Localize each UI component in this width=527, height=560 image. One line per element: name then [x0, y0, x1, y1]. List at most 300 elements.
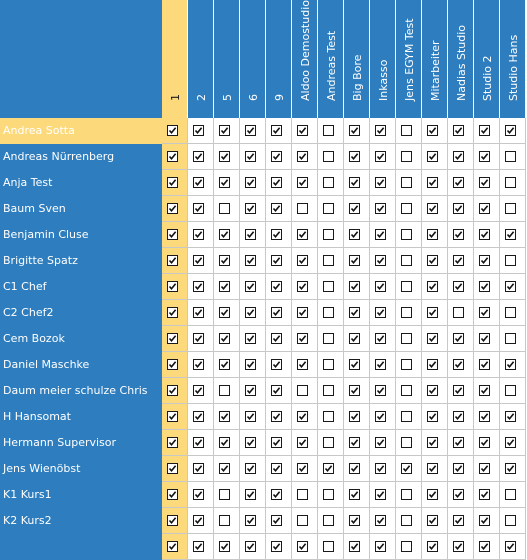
checkbox-checked[interactable]	[375, 177, 386, 188]
checkbox-unchecked[interactable]	[505, 515, 516, 526]
checkbox-checked[interactable]	[323, 463, 334, 474]
check-mark-icon	[220, 178, 229, 187]
checkbox-checked[interactable]	[427, 489, 438, 500]
checkbox-checked[interactable]	[375, 229, 386, 240]
checkbox-checked[interactable]	[349, 463, 360, 474]
checkbox-unchecked[interactable]	[401, 229, 412, 240]
checkbox-checked[interactable]	[453, 255, 464, 266]
checkbox-checked[interactable]	[427, 255, 438, 266]
checkbox-unchecked[interactable]	[297, 203, 308, 214]
checkbox-unchecked[interactable]	[323, 177, 334, 188]
checkbox-unchecked[interactable]	[401, 307, 412, 318]
checkbox-checked[interactable]	[271, 255, 282, 266]
grid-cell	[162, 482, 188, 508]
grid-cell	[344, 378, 370, 404]
checkbox-checked[interactable]	[349, 203, 360, 214]
checkbox-unchecked[interactable]	[401, 203, 412, 214]
checkbox-unchecked[interactable]	[323, 281, 334, 292]
check-mark-icon	[376, 152, 385, 161]
checkbox-checked[interactable]	[375, 203, 386, 214]
row-label[interactable]: Andreas Nürrenberg	[0, 144, 162, 170]
checkbox-checked[interactable]	[453, 229, 464, 240]
checkbox-checked[interactable]	[219, 125, 230, 136]
checkbox-checked[interactable]	[271, 307, 282, 318]
checkbox-unchecked[interactable]	[323, 437, 334, 448]
checkbox-checked[interactable]	[349, 281, 360, 292]
grid-cell	[474, 222, 500, 248]
checkbox-checked[interactable]	[167, 489, 178, 500]
checkbox-checked[interactable]	[349, 411, 360, 422]
checkbox-unchecked[interactable]	[297, 515, 308, 526]
column-header[interactable]	[188, 0, 214, 118]
column-header[interactable]	[370, 0, 396, 118]
checkbox-checked[interactable]	[479, 307, 490, 318]
checkbox-checked[interactable]	[245, 125, 256, 136]
checkbox-checked[interactable]	[453, 463, 464, 474]
checkbox-checked[interactable]	[479, 177, 490, 188]
checkbox-checked[interactable]	[297, 333, 308, 344]
checkbox-checked[interactable]	[245, 515, 256, 526]
column-header[interactable]	[344, 0, 370, 118]
check-mark-icon	[428, 282, 437, 291]
checkbox-checked[interactable]	[375, 151, 386, 162]
checkbox-unchecked[interactable]	[401, 489, 412, 500]
grid-cell	[370, 430, 396, 456]
checkbox-checked[interactable]	[245, 203, 256, 214]
column-header[interactable]	[448, 0, 474, 118]
checkbox-checked[interactable]	[271, 177, 282, 188]
checkbox-checked[interactable]	[453, 489, 464, 500]
checkbox-checked[interactable]	[375, 255, 386, 266]
checkbox-checked[interactable]	[479, 229, 490, 240]
checkbox-checked[interactable]	[375, 515, 386, 526]
checkbox-checked[interactable]	[271, 411, 282, 422]
checkbox-checked[interactable]	[427, 333, 438, 344]
check-mark-icon	[272, 282, 281, 291]
checkbox-checked[interactable]	[349, 359, 360, 370]
checkbox-checked[interactable]	[297, 177, 308, 188]
checkbox-checked[interactable]	[297, 437, 308, 448]
check-mark-icon	[350, 178, 359, 187]
check-mark-icon	[376, 126, 385, 135]
column-header[interactable]	[240, 0, 266, 118]
checkbox-checked[interactable]	[505, 229, 516, 240]
grid-cell	[344, 118, 370, 144]
checkbox-checked[interactable]	[505, 437, 516, 448]
checkbox-checked[interactable]	[167, 125, 178, 136]
checkbox-unchecked[interactable]	[297, 385, 308, 396]
row-label[interactable]: Daum meier schulze Chris	[0, 378, 162, 404]
grid-cell	[344, 456, 370, 482]
column-header[interactable]	[266, 0, 292, 118]
checkbox-checked[interactable]	[193, 255, 204, 266]
checkbox-checked[interactable]	[193, 411, 204, 422]
column-header[interactable]	[422, 0, 448, 118]
checkbox-unchecked[interactable]	[323, 151, 334, 162]
checkbox-checked[interactable]	[453, 437, 464, 448]
checkbox-checked[interactable]	[297, 281, 308, 292]
checkbox-checked[interactable]	[193, 151, 204, 162]
grid-cell	[344, 430, 370, 456]
check-mark-icon	[298, 230, 307, 239]
checkbox-unchecked[interactable]	[323, 229, 334, 240]
checkbox-unchecked[interactable]	[401, 255, 412, 266]
checkbox-unchecked[interactable]	[401, 177, 412, 188]
checkbox-unchecked[interactable]	[323, 515, 334, 526]
row-label[interactable]: Baum Sven	[0, 196, 162, 222]
column-header[interactable]	[214, 0, 240, 118]
checkbox-checked[interactable]	[375, 333, 386, 344]
checkbox-checked[interactable]	[271, 489, 282, 500]
checkbox-checked[interactable]	[427, 463, 438, 474]
check-mark-icon	[376, 334, 385, 343]
column-header[interactable]	[318, 0, 344, 118]
grid-cell	[448, 170, 474, 196]
row-label[interactable]	[0, 534, 162, 560]
checkbox-checked[interactable]	[271, 463, 282, 474]
checkbox-unchecked[interactable]	[323, 359, 334, 370]
checkbox-checked[interactable]	[453, 281, 464, 292]
checkbox-unchecked[interactable]	[323, 333, 334, 344]
checkbox-checked[interactable]	[167, 307, 178, 318]
checkbox-unchecked[interactable]	[323, 385, 334, 396]
checkbox-checked[interactable]	[479, 411, 490, 422]
checkbox-checked[interactable]	[245, 281, 256, 292]
checkbox-checked[interactable]	[427, 281, 438, 292]
checkbox-unchecked[interactable]	[219, 203, 230, 214]
check-mark-icon	[246, 516, 255, 525]
checkbox-checked[interactable]	[193, 125, 204, 136]
checkbox-checked[interactable]	[193, 229, 204, 240]
checkbox-checked[interactable]	[193, 359, 204, 370]
checkbox-checked[interactable]	[167, 255, 178, 266]
checkbox-checked[interactable]	[349, 229, 360, 240]
checkbox-unchecked[interactable]	[297, 489, 308, 500]
checkbox-checked[interactable]	[453, 359, 464, 370]
checkbox-checked[interactable]	[349, 385, 360, 396]
grid-cell	[188, 326, 214, 352]
checkbox-checked[interactable]	[349, 333, 360, 344]
grid-cell	[266, 404, 292, 430]
checkbox-checked[interactable]	[193, 281, 204, 292]
checkbox-checked[interactable]	[193, 333, 204, 344]
checkbox-unchecked[interactable]	[323, 489, 334, 500]
checkbox-checked[interactable]	[297, 463, 308, 474]
checkbox-checked[interactable]	[479, 125, 490, 136]
checkbox-unchecked[interactable]	[453, 307, 464, 318]
checkbox-checked[interactable]	[167, 515, 178, 526]
checkbox-checked[interactable]	[193, 489, 204, 500]
checkbox-unchecked[interactable]	[401, 281, 412, 292]
checkbox-checked[interactable]	[479, 255, 490, 266]
check-mark-icon	[168, 386, 177, 395]
checkbox-checked[interactable]	[479, 437, 490, 448]
checkbox-checked[interactable]	[427, 437, 438, 448]
checkbox-checked[interactable]	[245, 255, 256, 266]
checkbox-checked[interactable]	[245, 411, 256, 422]
checkbox-checked[interactable]	[505, 463, 516, 474]
checkbox-checked[interactable]	[271, 125, 282, 136]
checkbox-checked[interactable]	[297, 151, 308, 162]
checkbox-checked[interactable]	[375, 125, 386, 136]
checkbox-checked[interactable]	[167, 411, 178, 422]
checkbox-checked[interactable]	[375, 463, 386, 474]
grid-cell	[474, 248, 500, 274]
checkbox-checked[interactable]	[193, 515, 204, 526]
checkbox-checked[interactable]	[479, 359, 490, 370]
checkbox-checked[interactable]	[271, 281, 282, 292]
check-mark-icon	[246, 464, 255, 473]
checkbox-unchecked[interactable]	[505, 203, 516, 214]
checkbox-checked[interactable]	[167, 385, 178, 396]
checkbox-unchecked[interactable]	[401, 385, 412, 396]
checkbox-checked[interactable]	[297, 411, 308, 422]
checkbox-checked[interactable]	[271, 151, 282, 162]
row-label[interactable]: Benjamin Cluse	[0, 222, 162, 248]
checkbox-checked[interactable]	[479, 385, 490, 396]
checkbox-checked[interactable]	[245, 385, 256, 396]
checkbox-checked[interactable]	[167, 177, 178, 188]
checkbox-checked[interactable]	[427, 229, 438, 240]
grid-cell	[370, 222, 396, 248]
checkbox-checked[interactable]	[453, 411, 464, 422]
checkbox-checked[interactable]	[245, 307, 256, 318]
checkbox-checked[interactable]	[505, 411, 516, 422]
checkbox-unchecked[interactable]	[219, 489, 230, 500]
checkbox-checked[interactable]	[167, 151, 178, 162]
column-header[interactable]	[292, 0, 318, 118]
grid-cell	[188, 274, 214, 300]
checkbox-checked[interactable]	[427, 177, 438, 188]
checkbox-checked[interactable]	[505, 281, 516, 292]
checkbox-checked[interactable]	[271, 385, 282, 396]
checkbox-checked[interactable]	[375, 437, 386, 448]
checkbox-checked[interactable]	[271, 515, 282, 526]
column-header[interactable]	[474, 0, 500, 118]
checkbox-checked[interactable]	[297, 125, 308, 136]
column-header[interactable]	[500, 0, 526, 118]
checkbox-unchecked[interactable]	[219, 515, 230, 526]
grid-cell	[214, 274, 240, 300]
checkbox-checked[interactable]	[219, 463, 230, 474]
checkbox-checked[interactable]	[219, 255, 230, 266]
row-label[interactable]: Cem Bozok	[0, 326, 162, 352]
checkbox-checked[interactable]	[219, 307, 230, 318]
row-label[interactable]: H Hansomat	[0, 404, 162, 430]
check-mark-icon	[272, 334, 281, 343]
checkbox-unchecked[interactable]	[323, 411, 334, 422]
checkbox-checked[interactable]	[453, 177, 464, 188]
row-label[interactable]: Brigitte Spatz	[0, 248, 162, 274]
checkbox-checked[interactable]	[245, 151, 256, 162]
checkbox-checked[interactable]	[245, 359, 256, 370]
checkbox-checked[interactable]	[167, 437, 178, 448]
grid-cell	[370, 118, 396, 144]
check-mark-icon	[246, 152, 255, 161]
check-mark-icon	[272, 256, 281, 265]
checkbox-checked[interactable]	[193, 203, 204, 214]
checkbox-checked[interactable]	[453, 203, 464, 214]
checkbox-checked[interactable]	[245, 229, 256, 240]
checkbox-checked[interactable]	[427, 411, 438, 422]
grid-cell	[318, 508, 344, 534]
row-label[interactable]: Daniel Maschke	[0, 352, 162, 378]
checkbox-unchecked[interactable]	[323, 125, 334, 136]
row-label[interactable]: Jens Wienöbst	[0, 456, 162, 482]
checkbox-checked[interactable]	[427, 307, 438, 318]
checkbox-unchecked[interactable]	[401, 125, 412, 136]
checkbox-checked[interactable]	[479, 515, 490, 526]
row-label[interactable]: Hermann Supervisor	[0, 430, 162, 456]
grid-cell	[500, 378, 526, 404]
checkbox-checked[interactable]	[193, 385, 204, 396]
checkbox-checked[interactable]	[375, 489, 386, 500]
grid-cell	[344, 170, 370, 196]
checkbox-checked[interactable]	[297, 359, 308, 370]
checkbox-checked[interactable]	[167, 203, 178, 214]
checkbox-checked[interactable]	[245, 489, 256, 500]
check-mark-icon	[298, 152, 307, 161]
checkbox-checked[interactable]	[479, 151, 490, 162]
row-label[interactable]: Andrea Sotta	[0, 118, 162, 144]
checkbox-checked[interactable]	[219, 281, 230, 292]
checkbox-checked[interactable]	[453, 515, 464, 526]
checkbox-checked[interactable]	[505, 125, 516, 136]
grid-cell	[214, 222, 240, 248]
checkbox-unchecked[interactable]	[323, 255, 334, 266]
checkbox-checked[interactable]	[479, 203, 490, 214]
checkbox-unchecked[interactable]	[505, 151, 516, 162]
grid-cell	[474, 482, 500, 508]
checkbox-unchecked[interactable]	[401, 359, 412, 370]
row-label[interactable]: K2 Kurs2	[0, 508, 162, 534]
row-label[interactable]: Anja Test	[0, 170, 162, 196]
checkbox-unchecked[interactable]	[323, 203, 334, 214]
checkbox-unchecked[interactable]	[505, 307, 516, 318]
checkbox-checked[interactable]	[167, 281, 178, 292]
checkbox-checked[interactable]	[427, 385, 438, 396]
checkbox-unchecked[interactable]	[401, 411, 412, 422]
checkbox-checked[interactable]	[167, 359, 178, 370]
check-mark-icon	[402, 464, 411, 473]
checkbox-unchecked[interactable]	[505, 385, 516, 396]
row-label[interactable]: C2 Chef2	[0, 300, 162, 326]
checkbox-checked[interactable]	[245, 333, 256, 344]
checkbox-checked[interactable]	[245, 463, 256, 474]
check-mark-icon	[272, 360, 281, 369]
checkbox-checked[interactable]	[375, 281, 386, 292]
checkbox-unchecked[interactable]	[505, 177, 516, 188]
checkbox-checked[interactable]	[271, 203, 282, 214]
check-mark-icon	[220, 256, 229, 265]
checkbox-checked[interactable]	[193, 463, 204, 474]
checkbox-checked[interactable]	[479, 463, 490, 474]
checkbox-checked[interactable]	[427, 359, 438, 370]
checkbox-checked[interactable]	[349, 307, 360, 318]
checkbox-checked[interactable]	[271, 359, 282, 370]
grid-cell	[370, 326, 396, 352]
checkbox-checked[interactable]	[271, 333, 282, 344]
checkbox-checked[interactable]	[219, 333, 230, 344]
checkbox-checked[interactable]	[375, 359, 386, 370]
checkbox-checked[interactable]	[479, 333, 490, 344]
checkbox-checked[interactable]	[375, 411, 386, 422]
check-mark-icon	[376, 360, 385, 369]
checkbox-checked[interactable]	[349, 255, 360, 266]
checkbox-unchecked[interactable]	[505, 489, 516, 500]
checkbox-checked[interactable]	[453, 333, 464, 344]
checkbox-checked[interactable]	[193, 437, 204, 448]
checkbox-unchecked[interactable]	[505, 255, 516, 266]
checkbox-unchecked[interactable]	[401, 151, 412, 162]
checkbox-checked[interactable]	[349, 489, 360, 500]
checkbox-checked[interactable]	[453, 385, 464, 396]
checkbox-checked[interactable]	[427, 151, 438, 162]
check-mark-icon	[168, 516, 177, 525]
checkbox-checked[interactable]	[427, 125, 438, 136]
checkbox-unchecked[interactable]	[401, 515, 412, 526]
grid-cell	[370, 508, 396, 534]
checkbox-checked[interactable]	[479, 489, 490, 500]
grid-cell	[188, 378, 214, 404]
checkbox-unchecked[interactable]	[219, 385, 230, 396]
checkbox-unchecked[interactable]	[401, 333, 412, 344]
row-label[interactable]: K1 Kurs1	[0, 482, 162, 508]
checkbox-checked[interactable]	[349, 125, 360, 136]
checkbox-unchecked[interactable]	[323, 307, 334, 318]
checkbox-checked[interactable]	[297, 229, 308, 240]
checkbox-unchecked[interactable]	[505, 333, 516, 344]
checkbox-checked[interactable]	[453, 151, 464, 162]
checkbox-checked[interactable]	[401, 463, 412, 474]
checkbox-checked[interactable]	[167, 229, 178, 240]
column-header[interactable]	[162, 0, 188, 118]
checkbox-checked[interactable]	[427, 515, 438, 526]
column-header[interactable]	[396, 0, 422, 118]
checkbox-checked[interactable]	[349, 437, 360, 448]
checkbox-checked[interactable]	[479, 281, 490, 292]
checkbox-checked[interactable]	[375, 385, 386, 396]
checkbox-checked[interactable]	[297, 307, 308, 318]
checkbox-checked[interactable]	[297, 255, 308, 266]
grid-cell	[396, 326, 422, 352]
checkbox-checked[interactable]	[167, 333, 178, 344]
checkbox-checked[interactable]	[219, 229, 230, 240]
checkbox-checked[interactable]	[193, 307, 204, 318]
checkbox-checked[interactable]	[453, 125, 464, 136]
checkbox-checked[interactable]	[245, 177, 256, 188]
row-label[interactable]: C1 Chef	[0, 274, 162, 300]
checkbox-checked[interactable]	[349, 515, 360, 526]
checkbox-checked[interactable]	[167, 463, 178, 474]
checkbox-checked[interactable]	[193, 177, 204, 188]
checkbox-checked[interactable]	[349, 151, 360, 162]
checkbox-checked[interactable]	[219, 151, 230, 162]
checkbox-checked[interactable]	[245, 437, 256, 448]
checkbox-checked[interactable]	[271, 437, 282, 448]
checkbox-checked[interactable]	[219, 411, 230, 422]
checkbox-checked[interactable]	[349, 177, 360, 188]
checkbox-unchecked[interactable]	[401, 437, 412, 448]
checkbox-checked[interactable]	[219, 177, 230, 188]
checkbox-checked[interactable]	[375, 307, 386, 318]
checkbox-checked[interactable]	[219, 437, 230, 448]
checkbox-checked[interactable]	[505, 359, 516, 370]
grid-cell	[318, 222, 344, 248]
checkbox-checked[interactable]	[271, 229, 282, 240]
checkbox-checked[interactable]	[427, 203, 438, 214]
checkbox-checked[interactable]	[219, 359, 230, 370]
